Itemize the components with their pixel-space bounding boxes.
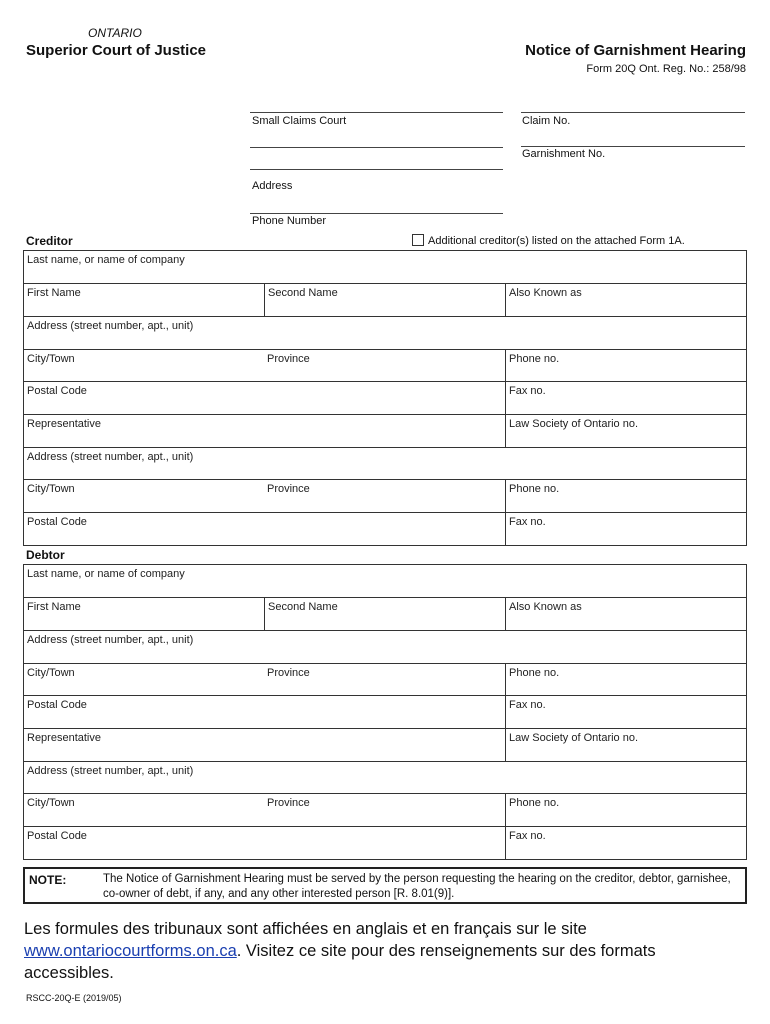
field-label: Phone no.: [509, 483, 560, 495]
debtor-address-row[interactable]: [24, 631, 746, 664]
creditor-city-field[interactable]: [24, 350, 264, 381]
field-label: Postal Code: [27, 385, 87, 397]
field-label: City/Town: [27, 797, 75, 809]
french-notice-text-after: . Visitez ce site pour des renseignements sur des formats accessibles.: [24, 942, 656, 982]
debtor-rep-row: [24, 729, 746, 762]
creditor-phone-field[interactable]: [505, 350, 746, 381]
french-notice: [24, 918, 724, 984]
debtor-phone-field[interactable]: [505, 664, 746, 695]
creditor-rep-fax-field[interactable]: [505, 513, 746, 545]
debtor-city-row: [24, 664, 746, 696]
phone-line[interactable]: [250, 213, 503, 214]
debtor-rep-address-row[interactable]: [24, 762, 746, 794]
field-label: Fax no.: [509, 699, 546, 711]
creditor-lso-field[interactable]: [505, 415, 746, 447]
creditor-lastname-row[interactable]: [24, 251, 746, 284]
debtor-name-row: [24, 598, 746, 631]
creditor-rep-postal-row: [24, 513, 746, 545]
debtor-postal-field[interactable]: [24, 696, 505, 728]
claim-no-label: Claim No.: [522, 115, 571, 127]
court-line-2[interactable]: [250, 147, 503, 148]
creditor-address-row[interactable]: [24, 317, 746, 350]
creditor-rep-province-field[interactable]: [264, 480, 505, 512]
debtor-rep-postal-field[interactable]: [24, 827, 505, 859]
field-label: Last name, or name of company: [27, 254, 185, 266]
debtor-lso-field[interactable]: [505, 729, 746, 761]
field-label: Also Known as: [509, 601, 582, 613]
field-label: Postal Code: [27, 699, 87, 711]
note-text: The Notice of Garnishment Hearing must be served by the person requesting the hearing on the creditor, debtor, garnishee, co-owner of debt, if any, and any other interested person [R. 8.01(9)].: [103, 873, 731, 900]
small-claims-court-label: Small Claims Court: [252, 115, 347, 127]
field-label: First Name: [27, 287, 81, 299]
field-label: Address (street number, apt., unit): [27, 320, 194, 332]
field-label: City/Town: [27, 483, 75, 495]
creditor-rep-phone-field[interactable]: [505, 480, 746, 512]
field-label: Postal Code: [27, 516, 87, 528]
ontario-court-forms-link[interactable]: www.ontariocourtforms.on.ca: [24, 942, 237, 960]
note-box: [23, 867, 747, 904]
small-claims-court-line[interactable]: [250, 112, 503, 113]
field-label: Fax no.: [509, 516, 546, 528]
form-code: RSCC-20Q-E (2019/05): [26, 993, 122, 1003]
debtor-second-name-field[interactable]: [264, 598, 505, 630]
field-label: Address (street number, apt., unit): [27, 451, 194, 463]
form-number: Form 20Q Ont. Reg. No.: 258/98: [586, 63, 746, 75]
creditor-table: [23, 250, 747, 546]
court-name: Superior Court of Justice: [26, 42, 207, 59]
note-label: NOTE:: [29, 873, 67, 887]
field-label: Province: [267, 667, 310, 679]
field-label: Law Society of Ontario no.: [509, 418, 639, 430]
field-label: Also Known as: [509, 287, 582, 299]
debtor-postal-row: [24, 696, 746, 729]
creditor-rep-row: [24, 415, 746, 448]
field-label: Phone no.: [509, 667, 560, 679]
court-phone-label: Phone Number: [252, 215, 326, 227]
field-label: Law Society of Ontario no.: [509, 732, 639, 744]
field-label: Fax no.: [509, 385, 546, 397]
creditor-fax-field[interactable]: [505, 382, 746, 414]
creditor-city-row: [24, 350, 746, 382]
creditor-rep-address-row[interactable]: [24, 448, 746, 480]
form-title: Notice of Garnishment Hearing: [525, 42, 746, 59]
field-label: Phone no.: [509, 797, 560, 809]
creditor-representative-field[interactable]: [24, 415, 505, 447]
debtor-rep-fax-field[interactable]: [505, 827, 746, 859]
debtor-province-field[interactable]: [264, 664, 505, 695]
field-label: Address (street number, apt., unit): [27, 765, 194, 777]
debtor-rep-province-field[interactable]: [264, 794, 505, 826]
french-notice-text: Les formules des tribunaux sont affichées en anglais et en français sur le site: [24, 920, 587, 938]
debtor-heading: Debtor: [26, 548, 65, 562]
creditor-aka-field[interactable]: [505, 284, 746, 316]
court-address-label: Address: [252, 180, 293, 192]
debtor-rep-phone-field[interactable]: [505, 794, 746, 826]
debtor-first-name-field[interactable]: [24, 598, 264, 630]
field-label: Fax no.: [509, 830, 546, 842]
creditor-rep-city-field[interactable]: [24, 480, 264, 512]
creditor-second-name-field[interactable]: [264, 284, 505, 316]
debtor-aka-field[interactable]: [505, 598, 746, 630]
field-label: Address (street number, apt., unit): [27, 634, 194, 646]
creditor-name-row: [24, 284, 746, 317]
province-label: ONTARIO: [88, 26, 142, 40]
debtor-table: [23, 564, 747, 860]
creditor-postal-row: [24, 382, 746, 415]
field-label: Last name, or name of company: [27, 568, 185, 580]
debtor-city-field[interactable]: [24, 664, 264, 695]
field-label: Postal Code: [27, 830, 87, 842]
debtor-rep-postal-row: [24, 827, 746, 859]
creditor-rep-city-row: [24, 480, 746, 513]
debtor-rep-city-row: [24, 794, 746, 827]
creditor-heading: Creditor: [26, 234, 73, 248]
field-label: Second Name: [268, 287, 338, 299]
debtor-lastname-row[interactable]: [24, 565, 746, 598]
field-label: Province: [267, 797, 310, 809]
debtor-rep-city-field[interactable]: [24, 794, 264, 826]
address-line[interactable]: [250, 169, 503, 170]
garnishment-no-label: Garnishment No.: [522, 148, 606, 160]
field-label: First Name: [27, 601, 81, 613]
creditor-postal-field[interactable]: [24, 382, 505, 414]
creditor-first-name-field[interactable]: [24, 284, 264, 316]
field-label: City/Town: [27, 353, 75, 365]
claim-no-line[interactable]: [521, 112, 745, 113]
creditor-rep-postal-field[interactable]: [24, 513, 505, 545]
field-label: Phone no.: [509, 353, 560, 365]
additional-creditors-checkbox[interactable]: [412, 234, 424, 246]
field-label: Province: [267, 483, 310, 495]
debtor-representative-field[interactable]: [24, 729, 505, 761]
creditor-province-field[interactable]: [264, 350, 505, 381]
field-label: Second Name: [268, 601, 338, 613]
field-label: Representative: [27, 732, 101, 744]
additional-creditors-label: Additional creditor(s) listed on the attached Form 1A.: [428, 235, 685, 247]
field-label: Representative: [27, 418, 101, 430]
field-label: City/Town: [27, 667, 75, 679]
debtor-fax-field[interactable]: [505, 696, 746, 728]
field-label: Province: [267, 353, 310, 365]
garnishment-no-line[interactable]: [521, 146, 745, 147]
